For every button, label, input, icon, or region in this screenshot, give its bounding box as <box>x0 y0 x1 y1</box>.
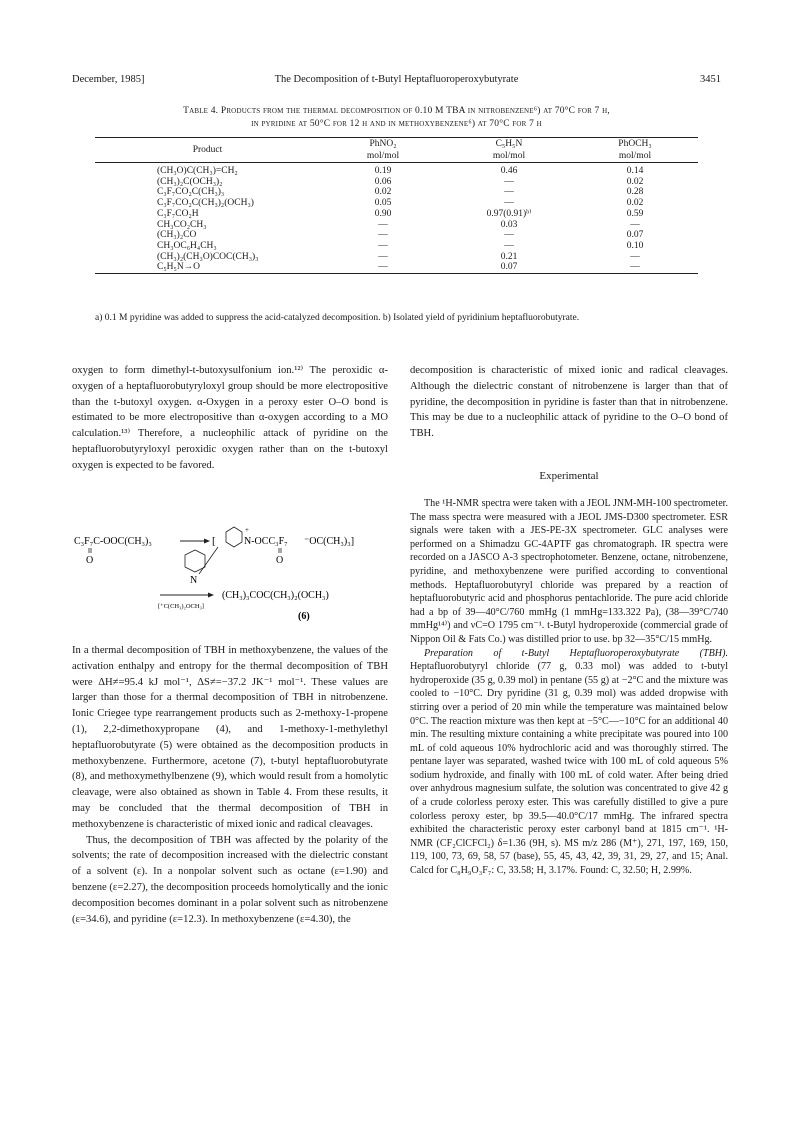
paragraph: The ¹H-NMR spectra were taken with a JEOL JNM-MH-100 spectrometer. The mass spectra were measured with a JEOL JMS-D300 spectrometer. ESR signals were taken with a JES-PE-3X spectrometer. GLC analyses were performed on a Shimadzu GC-4APTF gas chromatograph. IR spectra were recorded on a JASCO A-3 spectrophotometer. Benzene, octane, nitrobenzene, pyridine, and methoxybenzene were purified according to conventional methods. Heptafluorobutyryl chloride was prepared by a reaction of heptafluorobutyric acid and phosphorus pentachloride. The pure acid chloride had a bp of 39—40°C/760 mmHg (1 mmHg=133.322 Pa), (38—39°C/740 mmHg¹⁴⁾) and νC=O 1795 cm⁻¹. t-Butyl hydroperoxide (commercial grade of Nippon Oil & Fats Co.) was distilled prior to use. bp 32—35°C/15 mmHg. <box>410 498 728 645</box>
th-phoch3: PhOCH₃ <box>618 139 652 149</box>
table-footnote: a) 0.1 M pyridine was added to suppress the acid-catalyzed decomposition. b) Isolated yield of pyridinium heptafluorobutyrate. <box>95 313 580 323</box>
cell-phoch3: — <box>630 262 640 273</box>
paragraph: In a thermal decomposition of TBH in methoxybenzene, the values of the activation enthalpy and entropy for the thermal decomposition of TBH were ΔH≠=95.4 kJ mol⁻¹, ΔS≠=−37.2 JK⁻¹ mol⁻¹. These values are larger than those for a thermal decomposition of TBH in nitrobenzene. Ionic Criegee type rearrangement products such as 2-methoxy-1-propene (1), 2,2-dimethoxypropane (4), and 1-methoxy-1-methylethyl heptafluorobutyrate (5) were obtained as the decomposition products in methoxybenzene. Furthermore, acetone (7), t-butyl heptafluorobutyrate (8), and methoxymethylbenzene (9), which would result from a homolytic cleavage, were also obtained as shown in Table 4. From these results, it may be concluded that the thermal decomposition of TBH in methoxybenzene is characteristic of mixed ionic and radical cleavages. <box>72 645 388 830</box>
cell-c5h5n: 0.97(0.91)ᵇ⁾ <box>486 208 532 219</box>
th-phno2-unit: mol/mol <box>366 151 400 161</box>
right-column-top <box>410 363 728 442</box>
cell-phno2: — <box>378 251 388 262</box>
table-row <box>95 177 698 188</box>
cell-phno2: 0.05 <box>374 198 392 209</box>
cell-phoch3: 0.02 <box>626 176 644 187</box>
scheme-reactant: C₃F₇C-OOC(CH₃)₃ <box>74 536 152 547</box>
experimental-text <box>410 497 728 878</box>
scheme-pyridine-ring <box>185 550 205 572</box>
paragraph: Thus, the decomposition of TBH was affected by the polarity of the solvents; the rate of decomposition increased with the dielectric constant of a solvent (ε). In a nonpolar solvent such as octane (ε=1.90) and benzene (ε=2.27), the decomposition proceeds homolytically and the ionic decomposition becomes dominant in a polar solvent such as nitrobenzene (ε=34.6), and pyridine (ε=12.3). In methoxybenzene (ε=4.30), the <box>72 834 388 925</box>
paragraph: decomposition is characteristic of mixed ionic and radical cleavages. Although the dielectric constant of nitrobenzene is larger than that of pyridine, the decomposition in pyridine is faster than that in nitrobenzene. This may be due to a nucleophilic attack of pyridine to the O–O bond of TBH. <box>410 365 728 440</box>
scheme-product-oxygen: O <box>276 555 284 566</box>
table-caption <box>72 105 721 131</box>
table-row <box>95 198 698 209</box>
cell-c5h5n: 0.03 <box>500 219 518 230</box>
cell-product: CH₃OC₆H₄CH₃ <box>157 240 217 251</box>
cell-phno2: — <box>378 219 388 230</box>
cell-c5h5n: — <box>504 230 514 241</box>
th-product: Product <box>192 145 223 155</box>
cell-phno2: 0.90 <box>374 208 392 219</box>
products-table <box>95 137 698 274</box>
table-row <box>95 163 698 177</box>
cell-phno2: 0.06 <box>374 176 392 187</box>
table-row <box>95 262 698 273</box>
page-number: 3451 <box>700 74 721 85</box>
cell-c5h5n: 0.21 <box>500 251 518 262</box>
cell-product: C₅H₅N→O <box>157 262 201 273</box>
scheme-pyridinium-ring <box>226 527 242 547</box>
scheme-label: (6) <box>298 611 310 622</box>
running-header <box>72 74 721 88</box>
scheme-product: (CH₃)₃COC(CH₃)₂(OCH₃) <box>222 590 329 601</box>
cell-phoch3: 0.07 <box>626 230 644 241</box>
reaction-scheme <box>72 522 388 632</box>
table-row <box>95 230 698 241</box>
cell-product: (CH₃O)C(CH₃)=CH₂ <box>157 166 238 176</box>
th-phno2: PhNO₂ <box>369 139 397 149</box>
cell-c5h5n: — <box>504 240 514 251</box>
cell-product: (CH₃)₂CO <box>157 230 197 241</box>
cell-phno2: 0.19 <box>374 166 392 176</box>
cell-phno2: — <box>378 262 388 273</box>
paragraph: oxygen to form dimethyl-t-butoxysulfonium ion.¹²⁾ The peroxidic α-oxygen of a heptafluorobutyryloxyl group should be more electropositive than the t-butoxyl oxygen. α-Oxygen in a peroxy ester O–O bond is estimated to be more electropositive than α-oxygen according to a MO calculation.¹³⁾ Therefore, a nucleophilic attack of pyridine on the heptafluorobutyryloxyl peroxidic oxygen rather than on the t-butoxyl oxygen is expected to be favored. <box>72 365 388 471</box>
th-c5h5n: C₅H₅N <box>495 139 523 149</box>
cell-phoch3: 0.28 <box>626 187 644 198</box>
cell-product: C₃F₇CO₂C(CH₃)₃ <box>157 187 225 198</box>
left-column-top <box>72 363 388 474</box>
scheme-attack-arrow <box>199 547 218 574</box>
cell-product: CH₃CO₂CH₃ <box>157 219 207 230</box>
cell-phoch3: 0.10 <box>626 240 644 251</box>
cell-phoch3: — <box>630 251 640 262</box>
scheme-pyridine: N <box>190 575 198 586</box>
cell-c5h5n: 0.46 <box>500 166 518 176</box>
table-row <box>95 187 698 198</box>
table-row <box>95 209 698 220</box>
subsection-title: Preparation of t-Butyl Heptafluoroperoxybutyrate (TBH). <box>424 647 728 659</box>
cell-c5h5n: — <box>504 176 514 187</box>
cell-product: (CH₃)₂C(OCH₃)₂ <box>157 176 223 187</box>
cell-product: (CH₃)₂(CH₃O)COC(CH₃)₃ <box>157 251 259 262</box>
scheme-reagent: [⁺C(CH₃)₂OCH₃] <box>158 603 204 610</box>
cell-phoch3: 0.02 <box>626 198 644 209</box>
cell-phno2: 0.02 <box>374 187 392 198</box>
cell-c5h5n: — <box>504 198 514 209</box>
cell-phno2: — <box>378 230 388 241</box>
th-phoch3-unit: mol/mol <box>618 151 652 161</box>
table-row <box>95 241 698 252</box>
scheme-anion: ⁻OC(CH₃)₃] <box>304 536 355 547</box>
table-caption-line-2: in pyridine at 50°C for 12 h and in methoxybenzene⁶) at 70°C for 7 h <box>251 119 542 129</box>
scheme-bracket: [ <box>212 535 216 547</box>
scheme-reactant-oxygen: O <box>86 555 94 566</box>
section-heading-experimental: Experimental <box>539 470 599 482</box>
table-row <box>95 252 698 263</box>
header-date: December, 1985] <box>72 74 145 85</box>
scheme-arrowhead-1 <box>204 539 210 544</box>
th-c5h5n-unit: mol/mol <box>492 151 526 161</box>
cell-phoch3: 0.14 <box>626 166 644 176</box>
table-caption-line-1: Table 4. Products from the thermal decomposition of 0.10 M TBA in nitrobenzene⁶) at 70°C for 7 h, <box>183 106 610 116</box>
cell-c5h5n: 0.07 <box>500 262 518 273</box>
scheme-pyridinium: N-OCC₃F₇ <box>244 536 288 547</box>
left-column-bottom <box>72 643 388 927</box>
cell-product: C₃F₇CO₂H <box>157 208 199 219</box>
cell-phoch3: — <box>630 219 640 230</box>
cell-c5h5n: — <box>504 187 514 198</box>
paragraph <box>410 647 728 878</box>
scheme-arrowhead-2 <box>208 593 214 598</box>
cell-phoch3: 0.59 <box>626 208 644 219</box>
header-title: The Decomposition of t-Butyl Heptafluoroperoxybutyrate <box>274 74 519 85</box>
cell-phno2: — <box>378 240 388 251</box>
table-row <box>95 220 698 231</box>
cell-product: C₃F₇CO₂C(CH₃)₂(OCH₃) <box>157 198 254 209</box>
scheme-plus: + <box>245 526 249 534</box>
subsection-body: Heptafluorobutyryl chloride (77 g, 0.33 mol) was added to t-butyl hydroperoxide (35 g, 0.39 mol) in pentane (55 g) at −2°C and the mixture was cooled to −10°C. Dry pyridine (31 g, 0.39 mol) was added dropwise with stirring over a period of 20 min while the temperature was maintained below 0°C. The reaction mixture was then kept at −5°C—−10°C for an additional 40 min. The resulting mixture containing a white precipitate was poured into 100 mL of cold aqueous 10% hydrochloric acid and was thoroughly stirred. The pentane layer was separated, washed twice with 100 mL of cold aqueous 5% sodium hydroxide, and finally with 100 mL of cold water. After being dried over anhydrous magnesium sulfate, the solution was concentrated to give 42 g of a crude colorless peroxy ester. This was carefully distilled to give a pure colorless peroxy ester, bp 39.5—40.0°C/17 mmHg. The infrared spectra exhibited the characteristic peroxy ester carbonyl band at 1815 cm⁻¹. ¹H-NMR (CF₂ClCFCl₂) δ=1.36 (9H, s). MS m/z 286 (M⁺), 271, 197, 169, 150, 119, 100, 73, 69, 58, 57 (base), 55, 45, 43, 42, 39, 31, 29, 27, and 15; Anal. Calcd for C₈H₉O₃F₇: C, 33.58; H, 3.17%. Found: C, 32.50; H, 2.99%. <box>410 661 728 877</box>
